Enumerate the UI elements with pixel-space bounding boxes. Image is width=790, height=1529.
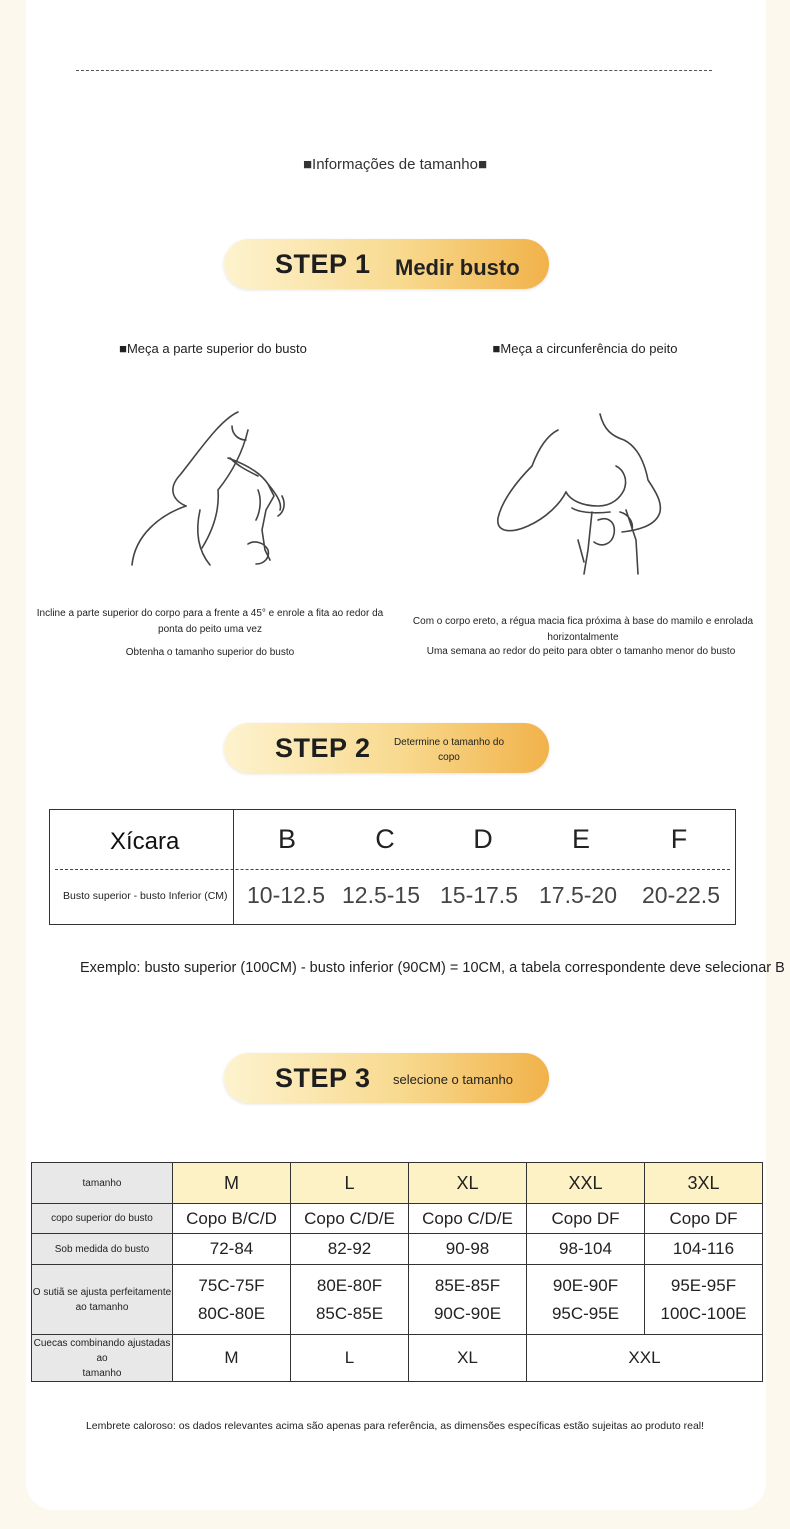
step2-title-line2: copo xyxy=(438,752,460,763)
table-row xyxy=(32,1204,763,1234)
size-cell: XXL xyxy=(527,1163,645,1204)
cup-range: 10-12.5 xyxy=(246,882,325,908)
size-chart-table xyxy=(31,1162,763,1382)
cup-range: 17.5-20 xyxy=(538,882,617,908)
size-info-title: ■Informações de tamanho■ xyxy=(302,156,488,173)
cup-table-row-label: Busto superior - busto Inferior (CM) xyxy=(63,890,228,902)
fit-value: 75C-75F xyxy=(198,1275,265,1295)
measure-upper-result: Obtenha o tamanho superior do busto xyxy=(125,647,295,658)
cup-table-divider xyxy=(233,810,234,924)
measure-upper-heading: ■Meça a parte superior do busto xyxy=(119,341,307,356)
fit-cell xyxy=(173,1265,291,1335)
fit-value: 90C-90E xyxy=(433,1303,502,1323)
fit-cell xyxy=(409,1265,527,1335)
cup-letter: E xyxy=(571,824,590,854)
dashed-divider xyxy=(76,70,712,71)
row-label-fit-line2: ao tamanho xyxy=(75,1301,129,1313)
row-label-size: tamanho xyxy=(32,1163,173,1204)
cup-letter: B xyxy=(277,824,296,854)
fit-cell xyxy=(645,1265,763,1335)
under-cell: 104-116 xyxy=(645,1234,763,1265)
fit-value: 95C-95E xyxy=(551,1303,620,1323)
step2-title xyxy=(384,735,514,765)
fit-value: 80C-80E xyxy=(197,1303,266,1323)
row-label-panties xyxy=(32,1335,173,1382)
cup-cell: Copo C/D/E xyxy=(409,1204,527,1234)
cup-table-header: Xícara xyxy=(110,828,180,855)
size-cell: XL xyxy=(409,1163,527,1204)
row-label-cup: copo superior do busto xyxy=(32,1204,173,1234)
fit-value: 80E-80F xyxy=(316,1275,383,1295)
measure-chest-desc: Com o corpo ereto, a régua macia fica próxima à base do mamilo e enrolada horizontalmente xyxy=(412,616,754,643)
cup-cell: Copo DF xyxy=(645,1204,763,1234)
cup-letter: C xyxy=(375,824,395,854)
under-cell: 82-92 xyxy=(291,1234,409,1265)
size-cell: 3XL xyxy=(645,1163,763,1204)
panty-cell: XXL xyxy=(527,1335,763,1382)
cup-cell: Copo DF xyxy=(527,1204,645,1234)
step1-title: Medir busto xyxy=(395,255,520,280)
cup-example-text: Exemplo: busto superior (100CM) - busto inferior (90CM) = 10CM, a tabela correspondente deve selecionar B xyxy=(80,960,785,976)
row-label-panties-line2: tamanho xyxy=(82,1367,122,1379)
step2-banner xyxy=(224,723,549,773)
step1-banner xyxy=(224,239,549,289)
panty-cell: XL xyxy=(409,1335,527,1382)
cup-range: 12.5-15 xyxy=(341,882,420,908)
measure-chest-result: Uma semana ao redor do peito para obter o tamanho menor do busto xyxy=(426,646,736,657)
chest-measure-illustration xyxy=(488,400,678,580)
fit-value: 85C-85E xyxy=(315,1303,384,1323)
size-cell: L xyxy=(291,1163,409,1204)
upper-bust-measure-illustration xyxy=(120,400,300,580)
table-row xyxy=(32,1265,763,1335)
cup-cell: Copo B/C/D xyxy=(173,1204,291,1234)
step3-banner xyxy=(224,1053,549,1103)
row-label-under: Sob medida do busto xyxy=(32,1234,173,1265)
under-cell: 72-84 xyxy=(173,1234,291,1265)
fit-value: 100C-100E xyxy=(660,1303,747,1323)
cup-size-table xyxy=(49,809,736,925)
cup-range: 20-22.5 xyxy=(641,882,720,908)
cup-cell: Copo C/D/E xyxy=(291,1204,409,1234)
table-row xyxy=(32,1335,763,1382)
under-cell: 90-98 xyxy=(409,1234,527,1265)
panty-cell: M xyxy=(173,1335,291,1382)
measure-upper-desc: Incline a parte superior do corpo para a frente a 45° e enrole a fita ao redor da ponta do peito uma vez xyxy=(36,608,384,635)
fit-value: 85E-85F xyxy=(434,1275,501,1295)
step3-title: selecione o tamanho xyxy=(393,1072,513,1087)
table-row xyxy=(32,1234,763,1265)
step1-label: STEP 1 xyxy=(275,249,371,279)
step2-title-line1: Determine o tamanho do xyxy=(393,737,505,748)
fit-value: 90E-90F xyxy=(552,1275,619,1295)
cup-range: 15-17.5 xyxy=(439,882,518,908)
row-label-fit xyxy=(32,1265,173,1335)
fit-cell xyxy=(291,1265,409,1335)
cup-table-dashed-line xyxy=(55,869,730,870)
panty-cell: L xyxy=(291,1335,409,1382)
measure-chest-heading: ■Meça a circunferência do peito xyxy=(492,341,678,356)
reminder-notice: Lembrete caloroso: os dados relevantes acima são apenas para referência, as dimensões específicas estão sujeitas ao produto real! xyxy=(85,1420,705,1432)
cup-letter: D xyxy=(473,824,493,854)
fit-value: 95E-95F xyxy=(670,1275,737,1295)
size-cell: M xyxy=(173,1163,291,1204)
table-row xyxy=(32,1163,763,1204)
under-cell: 98-104 xyxy=(527,1234,645,1265)
cup-letter: F xyxy=(670,824,688,854)
fit-cell xyxy=(527,1265,645,1335)
row-label-panties-line1: Cuecas combinando ajustadas ao xyxy=(33,1337,171,1364)
row-label-fit-line1: O sutiã se ajusta perfeitamente xyxy=(32,1286,172,1298)
step2-label: STEP 2 xyxy=(275,733,371,763)
step3-label: STEP 3 xyxy=(275,1063,371,1093)
